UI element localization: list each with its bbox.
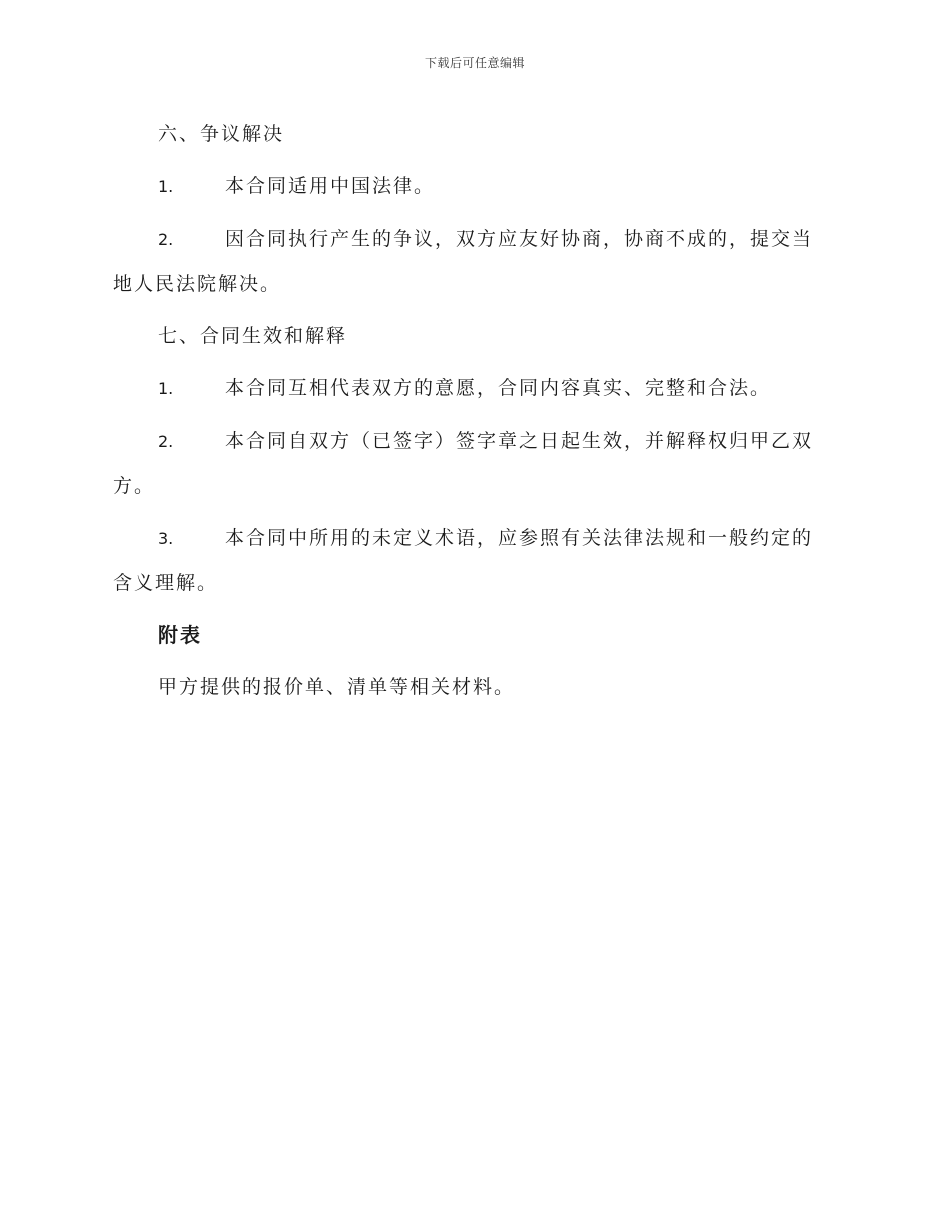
effect-item-2 <box>113 419 833 508</box>
item-text: 因合同执行产生的争议，双方应友好协商，协商不成的，提交当地人民法院解决。 <box>113 228 814 295</box>
item-number: 2. <box>158 432 174 451</box>
dispute-item-2 <box>113 217 833 306</box>
document-body <box>113 112 833 709</box>
item-text: 本合同适用中国法律。 <box>225 175 436 197</box>
item-text: 本合同中所用的未定义术语，应参照有关法律法规和一般约定的含义理解。 <box>113 527 814 594</box>
item-number: 3. <box>158 529 174 548</box>
item-number: 1. <box>158 177 174 196</box>
section-heading-effect: 七、合同生效和解释 <box>158 325 348 347</box>
effect-item-3 <box>113 516 833 605</box>
appendix-title: 附表 <box>158 623 202 647</box>
dispute-item-1 <box>113 164 833 209</box>
section-heading-dispute: 六、争议解决 <box>158 123 285 145</box>
item-text: 本合同自双方（已签字）签字章之日起生效，并解释权归甲乙双方。 <box>113 430 814 497</box>
item-number: 1. <box>158 379 174 398</box>
appendix-text: 甲方提供的报价单、清单等相关材料。 <box>158 676 516 698</box>
item-number: 2. <box>158 230 174 249</box>
item-text: 本合同互相代表双方的意愿，合同内容真实、完整和合法。 <box>225 377 772 399</box>
page-header: 下载后可任意编辑 <box>424 56 525 70</box>
effect-item-1 <box>113 366 833 411</box>
